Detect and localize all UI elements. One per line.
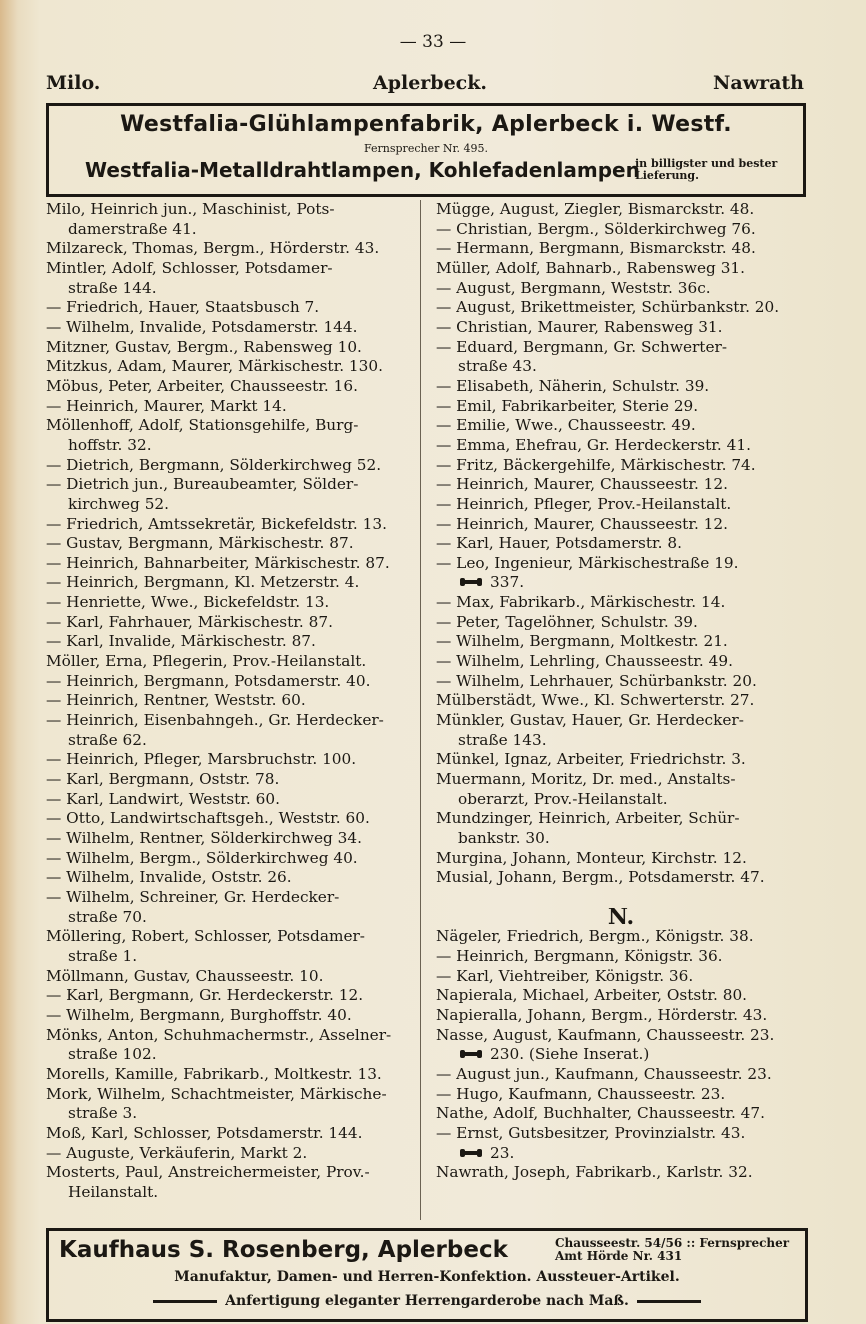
entry-text: Nathe, Adolf, Buchhalter, Chausseestr. 47. [436,1104,766,1123]
entry-text: — Karl, Invalide, Märkischestr. 87. [46,632,316,651]
directory-entry-line [46,770,406,790]
entry-text: — Heinrich, Maurer, Chausseestr. 12. [436,475,729,494]
entry-text: straße 70. [68,907,147,926]
entry-text: — Wilhelm, Bergm., Sölderkirchweg 40. [46,848,358,867]
directory-entry-line [436,416,806,436]
directory-entry-line [436,1045,806,1065]
directory-entry-line [46,613,406,633]
directory-entry-line [436,397,806,417]
entry-text: straße 62. [68,730,147,749]
directory-entry-line [46,1104,406,1124]
directory-entry-line [436,554,806,574]
directory-entry-line [46,711,406,731]
entry-text: — Gustav, Bergmann, Märkischestr. 87. [46,534,354,553]
column-divider [420,200,421,1220]
entry-text: — Emilie, Wwe., Chausseestr. 49. [436,416,696,435]
ad-top-note: in billigster und bester Lieferung. [635,157,778,182]
header-left: Milo. [46,72,101,94]
entry-text: — Eduard, Bergmann, Gr. Schwerter- [436,337,727,356]
entry-text: — Heinrich, Bahnarbeiter, Märkischestr. 87. [46,553,390,572]
entry-text: — Heinrich, Bergmann, Kl. Metzerstr. 4. [46,573,360,592]
entry-text: kirchweg 52. [68,494,170,513]
directory-entry-line [46,515,406,535]
directory-entry-line [46,338,406,358]
directory-entry-line [46,357,406,377]
entry-text: — Heinrich, Pfleger, Marsbruchstr. 100. [46,750,357,769]
directory-entry-line [46,947,406,967]
directory-entry-line [46,888,406,908]
directory-entry-line [46,318,406,338]
directory-entry-line [436,377,806,397]
telephone-icon [458,1148,484,1158]
entry-text: Murgina, Johann, Monteur, Kirchstr. 12. [436,848,747,867]
directory-entry-line [46,436,406,456]
entry-text: Möllering, Robert, Schlosser, Potsdamer- [46,927,365,946]
directory-entry-line [46,868,406,888]
entry-text: Münkel, Ignaz, Arbeiter, Friedrichstr. 3. [436,750,746,769]
directory-entry-line [436,868,806,888]
entry-text: — Leo, Ingenieur, Märkischestraße 19. [436,553,739,572]
directory-entry-line [436,1085,806,1105]
entry-text: N. [607,907,635,928]
entry-text: straße 143. [458,730,547,749]
directory-entry-line [436,1065,806,1085]
entry-text: — Wilhelm, Bergmann, Burghoffstr. 40. [46,1005,352,1024]
entry-text: straße 1. [68,946,138,965]
directory-entry-line [46,259,406,279]
directory-entry-line [436,849,806,869]
entry-text: — Christian, Bergm., Sölderkirchweg 76. [436,219,756,238]
directory-entry-line [46,220,406,240]
directory-entry-line [46,554,406,574]
entry-text: Napierala, Michael, Arbeiter, Oststr. 80. [436,986,748,1005]
entry-text: straße 43. [458,357,537,376]
directory-entry-line [46,397,406,417]
advertisement-top [46,103,806,197]
entry-text: Mintler, Adolf, Schlosser, Potsdamer- [46,258,333,277]
directory-entry-line [436,298,806,318]
entry-text: — Peter, Tagelöhner, Schulstr. 39. [436,612,698,631]
entry-text: Nawrath, Joseph, Fabrikarb., Karlstr. 32. [436,1163,753,1182]
directory-entry-line [436,515,806,535]
entry-text: — August, Brikettmeister, Schürbankstr. 20. [436,298,780,317]
entry-text: Möllenhoff, Adolf, Stationsgehilfe, Burg- [46,416,359,435]
entry-text: Möbus, Peter, Arbeiter, Chausseestr. 16. [46,376,358,395]
entry-text: — Ernst, Gutsbesitzer, Provinzialstr. 43. [436,1123,746,1142]
entry-text: Nasse, August, Kaufmann, Chausseestr. 23. [436,1025,775,1044]
directory-entry-line [436,1144,806,1164]
ad-top-phone: Fernsprecher Nr. 495. [363,142,488,155]
entry-text: — Henriette, Wwe., Bickefeldstr. 13. [46,593,330,612]
entry-text: — Heinrich, Bergmann, Königstr. 36. [436,946,723,965]
directory-entry-line [436,1104,806,1124]
directory-entry-line [436,809,806,829]
directory-entry-line [436,770,806,790]
telephone-icon [458,577,484,587]
directory-entry-line [46,239,406,259]
entry-text: Mülberstädt, Wwe., Kl. Schwerterstr. 27. [436,691,755,710]
ad-bottom-title: Kaufhaus S. Rosenberg, Aplerbeck [59,1237,508,1263]
entry-text: — Wilhelm, Invalide, Potsdamerstr. 144. [46,317,358,336]
directory-entry-line [436,927,806,947]
entry-text: Münkler, Gustav, Hauer, Gr. Herdecker- [436,711,744,730]
directory-entry-line [436,279,806,299]
directory-entry-line [436,731,806,751]
directory-entry-line [46,573,406,593]
directory-entry-line [46,1006,406,1026]
directory-entry-line [436,338,806,358]
entry-text: — Karl, Bergmann, Gr. Herdeckerstr. 12. [46,986,364,1005]
entry-text: — Fritz, Bäckergehilfe, Märkischestr. 74. [436,455,756,474]
entry-text: — Max, Fabrikarb., Märkischestr. 14. [436,593,726,612]
rule-left [153,1300,217,1303]
directory-entry-line [46,298,406,318]
directory-entry-line [46,908,406,928]
entry-text: — Wilhelm, Lehrhauer, Schürbankstr. 20. [436,671,757,690]
section-letter [436,908,806,928]
entry-text: — Heinrich, Bergmann, Potsdamerstr. 40. [46,671,371,690]
entry-text: Nägeler, Friedrich, Bergm., Königstr. 38. [436,927,754,946]
directory-entry-line [46,672,406,692]
entry-text: — Wilhelm, Schreiner, Gr. Herdecker- [46,887,340,906]
directory-entry-line [436,220,806,240]
entry-text: — Heinrich, Eisenbahngeh., Gr. Herdecker- [46,711,384,730]
entry-text: Milzareck, Thomas, Bergm., Hörderstr. 43. [46,239,380,258]
directory-entry-line [46,534,406,554]
entry-text: — Wilhelm, Bergmann, Moltkestr. 21. [436,632,728,651]
directory-entry-line [46,1085,406,1105]
entry-text: — August, Bergmann, Weststr. 36c. [436,278,711,297]
entry-text: — Dietrich jun., Bureaubeamter, Sölder- [46,475,359,494]
entry-text: straße 3. [68,1104,138,1123]
directory-entry-line [436,436,806,456]
ad-top-title: Westfalia-Glühlampenfabrik, Aplerbeck i. Westf. [120,112,732,137]
directory-entry-line [46,986,406,1006]
entry-text: — Heinrich, Maurer, Chausseestr. 12. [436,514,729,533]
entry-text: — Karl, Landwirt, Weststr. 60. [46,789,280,808]
directory-entry-line [436,632,806,652]
directory-entry-line [46,790,406,810]
directory-entry-line [436,1006,806,1026]
page-number: — 33 — [399,32,467,52]
directory-entry-line [436,573,806,593]
directory-entry-line [436,888,806,908]
ad-bottom-contact: Chausseestr. 54/56 :: Fernsprecher Amt Hörde Nr. 431 [555,1236,790,1263]
directory-entry-line [436,239,806,259]
entry-text: — August jun., Kaufmann, Chausseestr. 23. [436,1064,772,1083]
entry-text: — Heinrich, Pfleger, Prov.-Heilanstalt. [436,494,732,513]
entry-text: Heilanstalt. [68,1182,159,1201]
entry-text: — Wilhelm, Lehrling, Chausseestr. 49. [436,652,733,671]
entry-text: — Karl, Bergmann, Oststr. 78. [46,770,280,789]
entry-text: hoffstr. 32. [68,435,152,454]
directory-entry-line [46,1026,406,1046]
entry-text: — Emma, Ehefrau, Gr. Herdeckerstr. 41. [436,435,751,454]
directory-entry-line [46,1163,406,1183]
entry-text: — Heinrich, Rentner, Weststr. 60. [46,691,306,710]
directory-entry-line [46,200,406,220]
directory-entry-line [436,593,806,613]
directory-entry-line [436,613,806,633]
entry-text: — Christian, Maurer, Rabensweg 31. [436,317,723,336]
directory-entry-line [46,416,406,436]
ad-bottom-line2: Manufaktur, Damen- und Herren-Konfektion. Aussteuer-Artikel. [174,1269,680,1285]
entry-text: damerstraße 41. [68,219,197,238]
header-center: Aplerbeck. [372,72,488,94]
ad-top-products: Westfalia-Metalldrahtlampen, Kohlefadenlampen [85,158,640,182]
entry-text: — Dietrich, Bergmann, Sölderkirchweg 52. [46,455,382,474]
directory-entry-line [436,456,806,476]
directory-entry-line [46,731,406,751]
entry-text: — Otto, Landwirtschaftsgeh., Weststr. 60. [46,809,370,828]
directory-entry-line [46,1183,406,1203]
directory-entry-line [436,967,806,987]
entry-text: bankstr. 30. [458,829,550,847]
directory-entry-line [46,495,406,515]
entry-text: Mork, Wilhelm, Schachtmeister, Märkische- [46,1084,387,1103]
directory-entry-line [46,279,406,299]
directory-entry-line [46,809,406,829]
entry-text: Mügge, August, Ziegler, Bismarckstr. 48. [436,200,755,218]
header-right: Nawrath [713,72,804,94]
entry-text: Napieralla, Johann, Bergm., Hörderstr. 43. [436,1005,768,1024]
entry-text: 337. [490,573,525,592]
directory-entry-line [46,456,406,476]
entry-text: — Emil, Fabrikarbeiter, Sterie 29. [436,396,699,415]
directory-entry-line [46,1065,406,1085]
entry-text: oberarzt, Prov.-Heilanstalt. [458,789,668,808]
directory-entry-line [46,377,406,397]
directory-entry-line [46,750,406,770]
ad-bottom-line3-row [49,1293,805,1309]
directory-entry-line [46,967,406,987]
directory-entry-line [436,1124,806,1144]
entry-text: Musial, Johann, Bergm., Potsdamerstr. 47. [436,868,765,887]
entry-text: Mitzner, Gustav, Bergm., Rabensweg 10. [46,337,362,356]
entry-text: — Wilhelm, Rentner, Sölderkirchweg 34. [46,829,363,847]
entry-text: Muermann, Moritz, Dr. med., Anstalts- [436,770,736,789]
entry-text: — Friedrich, Amtssekretär, Bickefeldstr. 13. [46,514,387,533]
entry-text: Mönks, Anton, Schuhmachermstr., Asselner- [46,1025,392,1044]
entry-text: Mitzkus, Adam, Maurer, Märkischestr. 130. [46,357,383,376]
directory-entry-line [436,318,806,338]
entry-text: — Auguste, Verkäuferin, Markt 2. [46,1143,308,1162]
directory-entry-line [46,475,406,495]
directory-entry-line [46,1124,406,1144]
directory-entry-line [436,672,806,692]
entry-text: Möller, Erna, Pflegerin, Prov.-Heilanstalt. [46,652,367,671]
directory-entry-line [436,200,806,220]
directory-entry-line [46,927,406,947]
directory-entry-line [436,691,806,711]
left-column [46,200,406,1202]
ad-bottom-line3: Anfertigung eleganter Herrengarderobe nach Maß. [225,1293,629,1309]
directory-entry-line [436,259,806,279]
entry-text: straße 102. [68,1045,157,1064]
right-column [436,200,806,1183]
entry-text: — Karl, Hauer, Potsdamerstr. 8. [436,534,682,553]
directory-entry-line [436,711,806,731]
directory-entry-line [46,1144,406,1164]
directory-entry-line [436,790,806,810]
directory-entry-line [46,691,406,711]
entry-text: Müller, Adolf, Bahnarb., Rabensweg 31. [436,258,746,277]
directory-entry-line [46,849,406,869]
directory-entry-line [436,534,806,554]
rule-right [637,1300,701,1303]
directory-entry-line [436,947,806,967]
directory-entry-line [436,829,806,849]
entry-text: Moß, Karl, Schlosser, Potsdamerstr. 144. [46,1123,363,1142]
directory-entry-line [436,1163,806,1183]
entry-text: — Heinrich, Maurer, Markt 14. [46,396,287,415]
directory-entry-line [46,632,406,652]
entry-text: — Hugo, Kaufmann, Chausseestr. 23. [436,1084,726,1103]
directory-entry-line [46,1045,406,1065]
directory-entry-line [46,593,406,613]
entry-text: — Karl, Viehtreiber, Königstr. 36. [436,966,694,985]
entry-text: — Elisabeth, Näherin, Schulstr. 39. [436,376,710,395]
advertisement-bottom [46,1228,808,1322]
entry-text: Möllmann, Gustav, Chausseestr. 10. [46,966,324,985]
entry-text: Milo, Heinrich jun., Maschinist, Pots- [46,200,335,218]
entry-text: Mosterts, Paul, Anstreichermeister, Prov.- [46,1163,370,1182]
entry-text: Morells, Kamille, Fabrikarb., Moltkestr. 13. [46,1064,382,1083]
entry-text: — Hermann, Bergmann, Bismarckstr. 48. [436,239,756,258]
directory-entry-line [436,750,806,770]
directory-entry-line [46,652,406,672]
entry-text: straße 144. [68,278,157,297]
directory-entry-line [436,357,806,377]
entry-text: — Wilhelm, Invalide, Oststr. 26. [46,868,292,887]
directory-entry-line [46,829,406,849]
entry-text: — Friedrich, Hauer, Staatsbusch 7. [46,298,320,317]
directory-entry-line [436,475,806,495]
telephone-icon [458,1049,484,1059]
entry-text: 230. (Siehe Inserat.) [490,1045,650,1064]
entry-text: — Karl, Fahrhauer, Märkischestr. 87. [46,612,333,631]
entry-text: 23. [490,1143,515,1162]
directory-entry-line [436,652,806,672]
directory-entry-line [436,986,806,1006]
directory-entry-line [436,1026,806,1046]
directory-entry-line [436,495,806,515]
entry-text: Mundzinger, Heinrich, Arbeiter, Schür- [436,809,740,828]
